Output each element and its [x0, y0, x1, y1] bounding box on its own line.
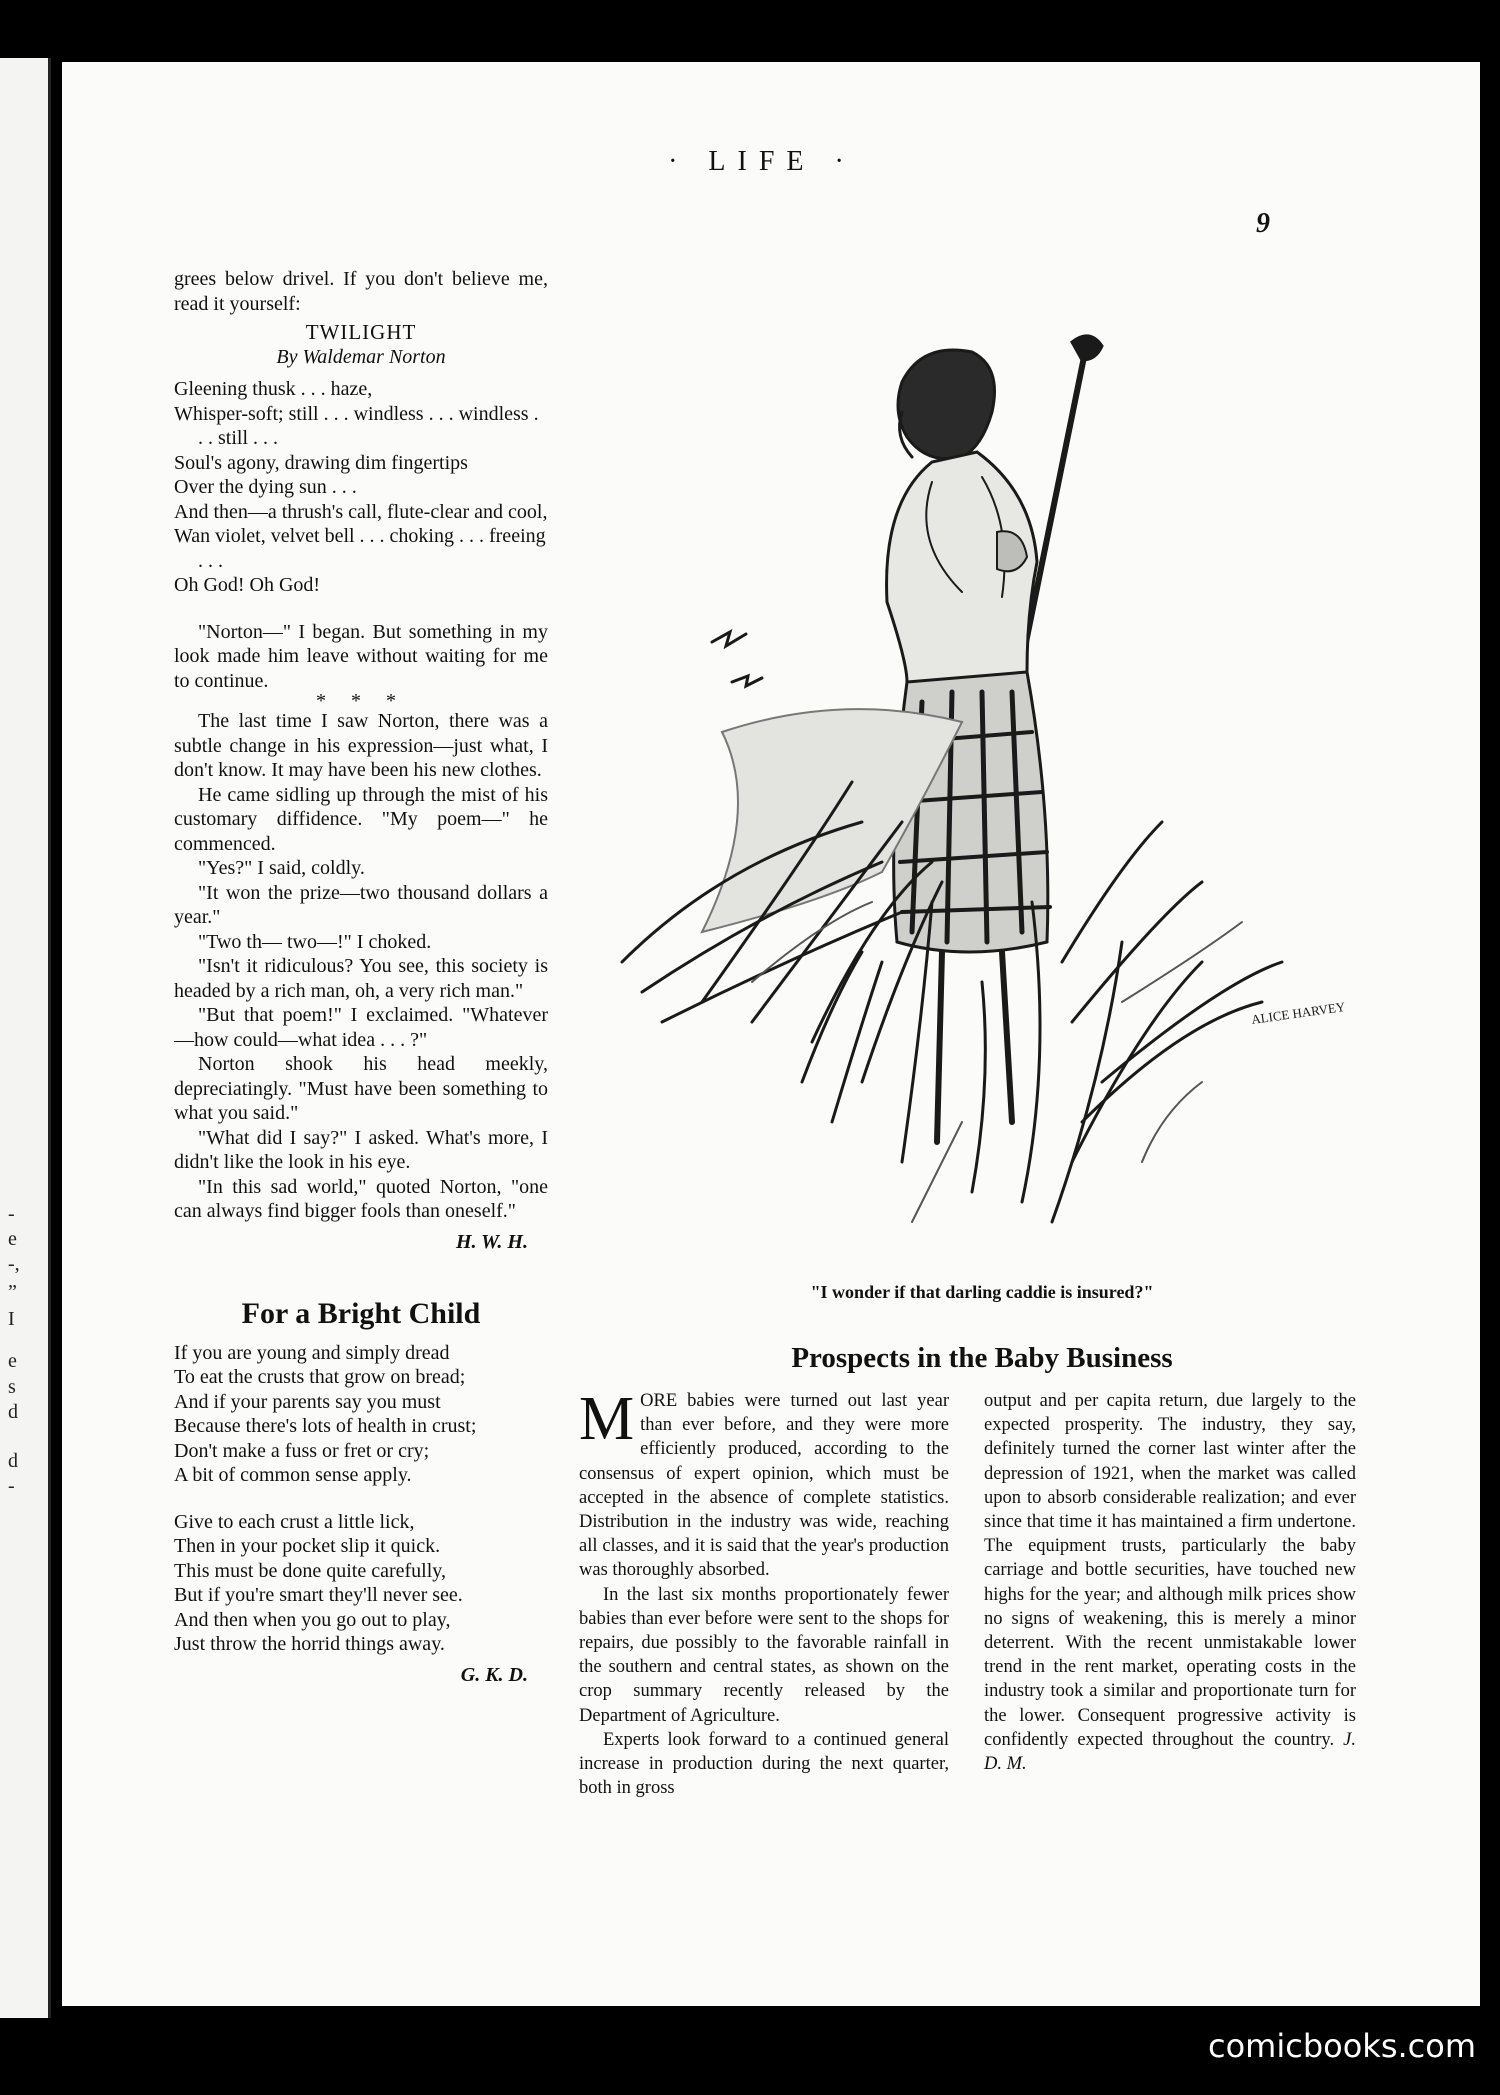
page-number: 9: [1256, 208, 1270, 239]
poem-line: Just throw the horrid things away.: [174, 1633, 445, 1655]
poem-line: Don't make a fuss or fret or cry;: [174, 1439, 430, 1462]
poem-line: This must be done quite carefully,: [174, 1559, 446, 1582]
poem-signature: G. K. D.: [460, 1663, 528, 1686]
poem-line: And then—a thrush's call, flute-clear and cool,: [174, 500, 548, 523]
poem-title: TWILIGHT: [305, 320, 417, 344]
article-paragraph: In the last six months proportionately fewer babies than ever before were sent to the shops for repairs, due possibly to the favorable rainfall in the southern and central states, as shown on the crop summary recently released by the Department of Agriculture.: [579, 1584, 949, 1726]
poem-line: Gleening thusk . . . haze,: [174, 378, 373, 400]
edge-fragment: -: [8, 1203, 15, 1225]
story-paragraph: "In this sad world," quoted Norton, "one can always find bigger fools than oneself.": [174, 1175, 548, 1222]
poem-line: Because there's lots of health in crust;: [174, 1415, 477, 1437]
story-paragraph: "Norton—" I began. But something in my look made him leave without waiting for me to continue.: [174, 620, 548, 692]
story-paragraph: Norton shook his head meekly, depreciatingly. "Must have been something to what you said.": [174, 1053, 548, 1124]
poem-line: And then when you go out to play,: [174, 1608, 451, 1631]
story-paragraph: "Yes?" I said, coldly.: [198, 857, 365, 879]
poem-line: And if your parents say you must: [174, 1390, 441, 1413]
story-paragraph: "But that poem!" I exclaimed. "Whatever—how could—what idea . . . ?": [174, 1004, 548, 1051]
adjacent-page-edge: [0, 58, 51, 2018]
edge-fragment: s: [8, 1376, 16, 1398]
poem-line: But if you're smart they'll never see.: [174, 1584, 463, 1606]
edge-fragment: -: [8, 1475, 15, 1497]
artist-signature: ALICE HARVEY: [1250, 998, 1347, 1027]
edge-fragment: I: [8, 1308, 15, 1330]
edge-fragment: e: [8, 1350, 17, 1372]
story-paragraph: "It won the prize—two thousand dollars a year.": [174, 881, 548, 928]
poem-byline: By Waldemar Norton: [276, 345, 446, 368]
poem-line: If you are young and simply dread: [174, 1341, 450, 1364]
site-watermark: comicbooks.com: [1207, 2027, 1476, 2065]
poem-line: Oh God! Oh God!: [174, 574, 321, 596]
illustration-caption: "I wonder if that darling caddie is insured?": [810, 1282, 1154, 1302]
story-paragraph: "Isn't it ridiculous? You see, this society is headed by a rich man, oh, a very rich man.": [174, 955, 548, 1002]
story-paragraph: He came sidling up through the mist of his customary diffidence. "My poem—" he commenced.: [174, 783, 548, 855]
intro-text: grees below drivel. If you don't believe me, read it yourself:: [174, 268, 548, 315]
poem-line: Whisper-soft; still . . . windless . . . windless . . . still . . .: [174, 402, 539, 449]
author-signature: H. W. H.: [455, 1230, 528, 1253]
story-paragraph: "Two th— two—!" I choked.: [198, 930, 432, 953]
story-paragraph: "What did I say?" I asked. What's more, I didn't like the look in his eye.: [174, 1126, 548, 1173]
poem-line: Wan violet, velvet bell . . . choking . . . freeing . . .: [174, 525, 546, 572]
poem-line: A bit of common sense apply.: [174, 1464, 412, 1486]
article-paragraph: output and per capita return, due largely to the expected prosperity. The industry, they say, definitely turned the corner last winter after the depression of 1921, when the market was called upon to absorb considerable realization; and ever since that time it has maintained a firm undertone. The equipment trusts, particularly the baby carriage and bottle securities, have touched new highs for the year; and although milk prices show no signs of weakening, this is merely a minor deterrent. With the recent unmistakable lower trend in the rent market, operating costs in the industry took a similar and proportionate turn for the lower. Consequent progressive activity is confidently expected throughout the country.: [984, 1391, 1356, 1750]
poem-line: To eat the crusts that grow on bread;: [174, 1366, 466, 1388]
edge-fragment: d: [8, 1401, 18, 1423]
poem-heading: For a Bright Child: [241, 1297, 481, 1330]
story-paragraph: The last time I saw Norton, there was a subtle change in his expression—just what, I don't know. It may have been his new clothes.: [174, 710, 548, 781]
article-signature: J. D. M.: [984, 1729, 1357, 1775]
edge-fragment: -,: [8, 1253, 20, 1275]
edge-fragment: e: [8, 1228, 17, 1250]
poem-line: Give to each crust a little lick,: [174, 1510, 415, 1533]
edge-fragment: „: [8, 1270, 17, 1292]
golfer-illustration: [602, 262, 1362, 1242]
left-column: [174, 267, 548, 1687]
poem-line: Over the dying sun . . .: [174, 476, 357, 498]
article-paragraph: Experts look forward to a continued general increase in production during the next quarter, both in gross: [579, 1729, 949, 1799]
section-break: * * *: [316, 690, 406, 712]
edge-fragment: d: [8, 1450, 18, 1472]
poem-line: Then in your pocket slip it quick.: [174, 1535, 441, 1557]
article-heading: Prospects in the Baby Business: [791, 1342, 1173, 1374]
drop-cap: M: [579, 1385, 635, 1453]
article-paragraph: ORE babies were turned out last year than ever before, and they were more efficiently produced, according to the consensus of expert opinion, which must be accepted in the absence of complete statistics. Distribution in the industry was wide, reaching all classes, and it is said that the year's production was thoroughly absorbed.: [579, 1391, 949, 1581]
article-column-2: [984, 1389, 1356, 1776]
article-column-1: [579, 1385, 949, 1800]
magazine-page: [62, 62, 1480, 2006]
poem-line: Soul's agony, drawing dim fingertips: [174, 451, 468, 474]
running-head: · LIFE ·: [668, 146, 856, 177]
